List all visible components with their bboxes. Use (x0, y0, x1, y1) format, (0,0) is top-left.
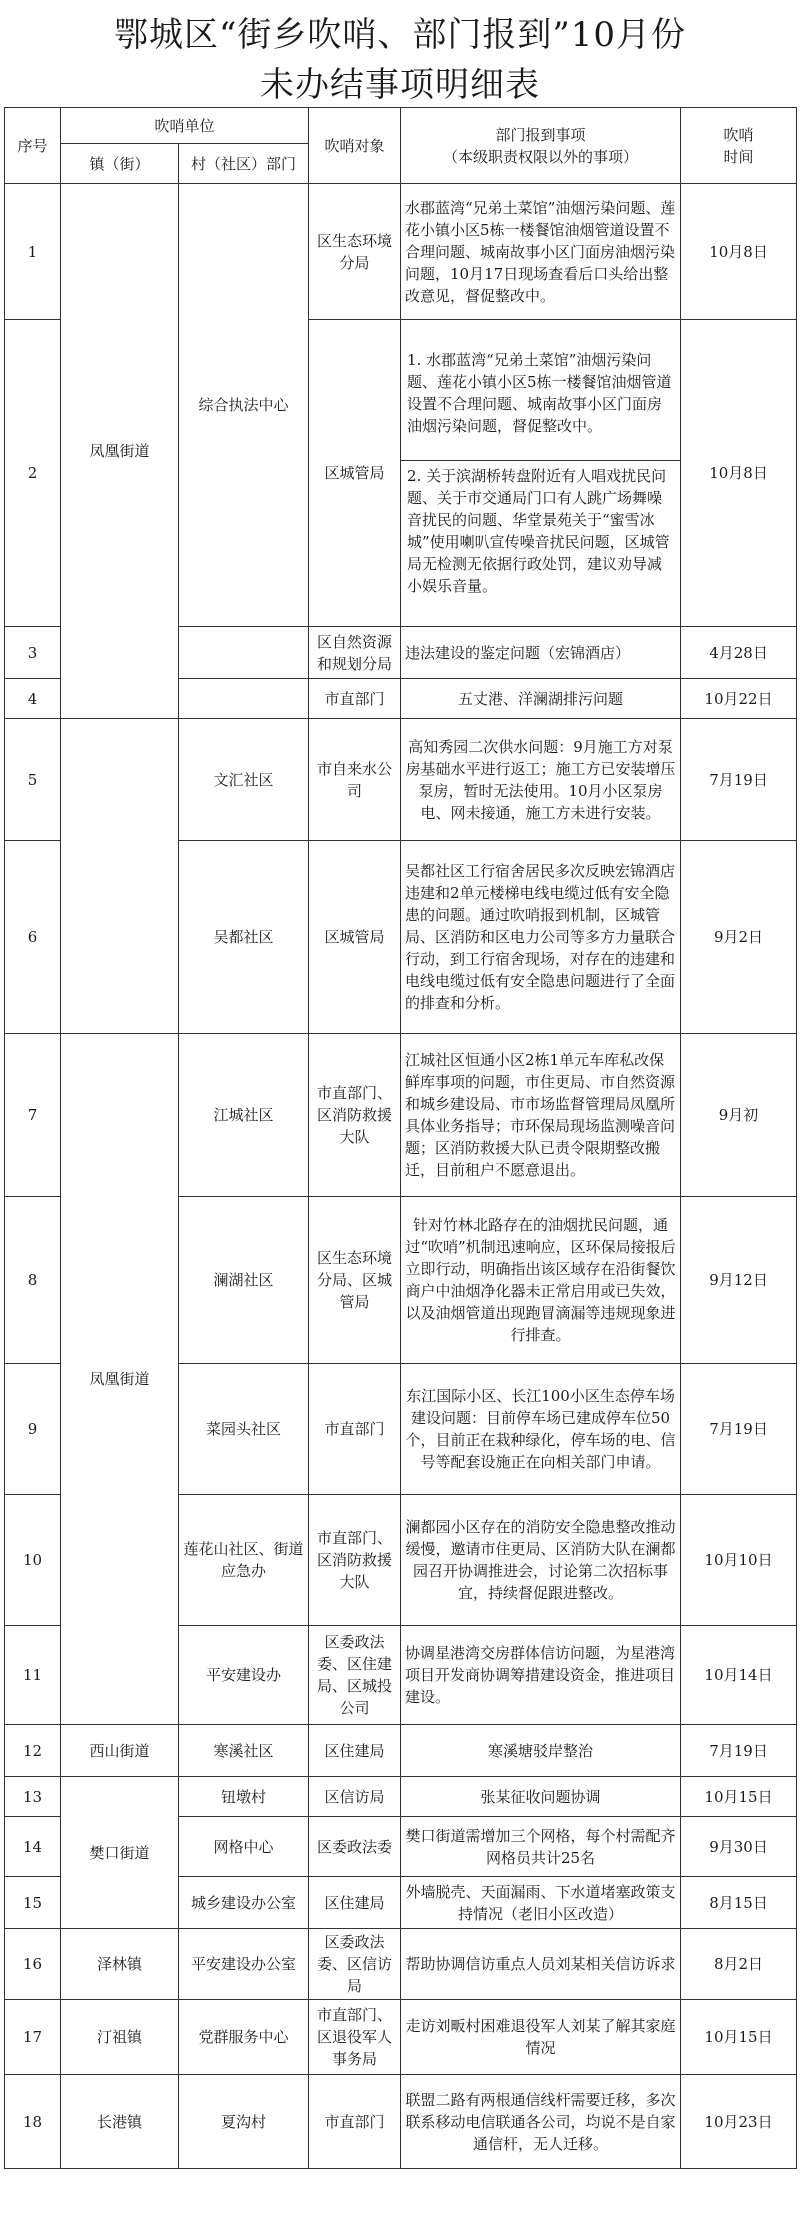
village-cell: 寒溪社区 (179, 1725, 309, 1777)
header-matters-line2: （本级职责权限以外的事项） (443, 147, 639, 166)
matter-cell: 五丈港、洋澜湖排污问题 (401, 679, 681, 719)
village-cell: 平安建设办公室 (179, 1929, 309, 2000)
header-seq: 序号 (5, 108, 61, 184)
target-cell: 市直部门 (309, 1364, 401, 1495)
row-no: 16 (5, 1929, 61, 2000)
target-cell: 市自来水公司 (309, 719, 401, 841)
time-cell: 7月19日 (681, 1725, 797, 1777)
village-cell: 文汇社区 (179, 719, 309, 841)
matter-cell: 违法建设的鉴定问题（宏锦酒店） (401, 627, 681, 679)
row-no: 7 (5, 1034, 61, 1197)
target-cell: 区生态环境分局、区城管局 (309, 1197, 401, 1364)
time-cell: 10月22日 (681, 679, 797, 719)
row-no: 8 (5, 1197, 61, 1364)
time-cell: 9月12日 (681, 1197, 797, 1364)
row-no: 5 (5, 719, 61, 841)
matter-cell: 走访刘畈村困难退役军人刘某了解其家庭情况 (401, 2000, 681, 2075)
village-cell: 综合执法中心 (179, 184, 309, 627)
header-village: 村（社区）部门 (179, 144, 309, 184)
town-cell: 长港镇 (61, 2075, 179, 2169)
matter-cell: 高知秀园二次供水问题：9月施工方对泵房基础水平进行返工；施工方已安装增压泵房，暂时无法使用。10月小区泵房电、网未接通，施工方未进行安装。 (401, 719, 681, 841)
table-row (5, 1034, 797, 1197)
target-cell: 市直部门、区退役军人事务局 (309, 2000, 401, 2075)
time-cell: 10月15日 (681, 1777, 797, 1817)
target-cell: 市直部门 (309, 2075, 401, 2169)
table-row (5, 2000, 797, 2075)
town-cell: 樊口街道 (61, 1777, 179, 1929)
town-cell (61, 719, 179, 1034)
target-cell: 区城管局 (309, 841, 401, 1034)
village-cell: 夏沟村 (179, 2075, 309, 2169)
table-row (5, 719, 797, 841)
table-row (5, 2075, 797, 2169)
header-matters-line1: 部门报到事项 (495, 125, 586, 144)
row-no: 6 (5, 841, 61, 1034)
document-title (0, 0, 800, 110)
row-no: 11 (5, 1626, 61, 1725)
row-no: 15 (5, 1877, 61, 1929)
village-cell: 钮墩村 (179, 1777, 309, 1817)
time-cell: 10月10日 (681, 1495, 797, 1626)
matter-cell: 寒溪塘驳岸整治 (401, 1725, 681, 1777)
village-cell: 党群服务中心 (179, 2000, 309, 2075)
time-cell: 7月19日 (681, 1364, 797, 1495)
village-cell: 平安建设办 (179, 1626, 309, 1725)
village-cell: 网格中心 (179, 1817, 309, 1877)
header-target: 吹哨对象 (309, 108, 401, 184)
village-cell: 吴都社区 (179, 841, 309, 1034)
header-matters (401, 108, 681, 184)
header-time-line2: 时间 (723, 147, 754, 166)
row-no: 10 (5, 1495, 61, 1626)
matter-cell: 针对竹林北路存在的油烟扰民问题，通过“吹哨”机制迅速响应，区环保局接报后立即行动，明确指出该区域存在沿街餐饮商户中油烟净化器未正常启用或已失效，以及油烟管道出现跑冒滴漏等违规现象进行排查。 (401, 1197, 681, 1364)
target-cell: 区委政法委 (309, 1817, 401, 1877)
target-cell: 市直部门 (309, 679, 401, 719)
town-cell: 凤凰街道 (61, 1034, 179, 1725)
village-cell: 江城社区 (179, 1034, 309, 1197)
target-cell: 市直部门、区消防救援大队 (309, 1034, 401, 1197)
row-no: 1 (5, 184, 61, 320)
target-cell: 区委政法委、区住建局、区城投公司 (309, 1626, 401, 1725)
village-cell: 城乡建设办公室 (179, 1877, 309, 1929)
title-line-1: 鄂城区“街乡吹哨、部门报到”10月份 (113, 15, 687, 55)
matter-cell: 帮助协调信访重点人员刘某相关信访诉求 (401, 1929, 681, 2000)
target-cell: 区城管局 (309, 320, 401, 627)
town-cell: 凤凰街道 (61, 184, 179, 719)
matter-part-b: 2. 关于滨湖桥转盘附近有人唱戏扰民问题、关于市交通局门口有人跳广场舞噪音扰民的问题、华堂景苑关于“蜜雪冰城”使用喇叭宣传噪音扰民问题，区城管局无检测无依据行政处罚，建议劝导减小娱乐音量。 (401, 460, 680, 601)
town-cell: 泽林镇 (61, 1929, 179, 2000)
target-cell: 区信访局 (309, 1777, 401, 1817)
matter-cell: 外墙脱壳、天面漏雨、下水道堵塞政策支持情况（老旧小区改造） (401, 1877, 681, 1929)
row-no: 13 (5, 1777, 61, 1817)
matter-cell: 吴都社区工行宿舍居民多次反映宏锦酒店违建和2单元楼梯电线电缆过低有安全隐患的问题。通过吹哨报到机制，区城管局、区消防和区电力公司等多方力量联合行动，到工行宿舍现场，对存在的违建和电线电缆过低有安全隐患问题进行了全面的排查和分析。 (401, 841, 681, 1034)
row-no: 17 (5, 2000, 61, 2075)
matter-cell: 樊口街道需增加三个网格，每个村需配齐网格员共计25名 (401, 1817, 681, 1877)
target-cell: 区住建局 (309, 1725, 401, 1777)
header-time (681, 108, 797, 184)
row-no: 18 (5, 2075, 61, 2169)
table-row (5, 1929, 797, 2000)
time-cell: 10月8日 (681, 320, 797, 627)
village-cell (179, 679, 309, 719)
matters-table (4, 107, 797, 2169)
row-no: 14 (5, 1817, 61, 1877)
matter-cell: 东江国际小区、长江100小区生态停车场建设问题：目前停车场已建成停车位50个，目前正在栽种绿化，停车场的电、信号等配套设施正在向相关部门申请。 (401, 1364, 681, 1495)
village-cell: 莲花山社区、街道应急办 (179, 1495, 309, 1626)
target-cell: 市直部门、区消防救援大队 (309, 1495, 401, 1626)
matter-cell: 水郡蓝湾“兄弟土菜馆”油烟污染问题、莲花小镇小区5栋一楼餐馆油烟管道设置不合理问题、城南故事小区门面房油烟污染问题，10月17日现场查看后口头给出整改意见，督促整改中。 (401, 184, 681, 320)
matter-cell: 江城社区恒通小区2栋1单元车库私改保鲜库事项的问题，市住更局、市自然资源和城乡建设局、市市场监督管理局凤凰所具体业务指导；市环保局现场监测噪音问题；区消防救援大队已责令限期整改搬迁，目前租户不愿意退出。 (401, 1034, 681, 1197)
matter-cell (401, 320, 681, 627)
time-cell: 9月30日 (681, 1817, 797, 1877)
matter-cell: 联盟二路有两根通信线杆需要迁移，多次联系移动电信联通各公司，均说不是自家通信杆，无人迁移。 (401, 2075, 681, 2169)
village-cell (179, 627, 309, 679)
time-cell: 10月8日 (681, 184, 797, 320)
matter-cell: 协调星港湾交房群体信访问题，为星港湾项目开发商协调筹措建设资金，推进项目建设。 (401, 1626, 681, 1725)
time-cell: 8月2日 (681, 1929, 797, 2000)
row-no: 9 (5, 1364, 61, 1495)
time-cell: 8月15日 (681, 1877, 797, 1929)
town-cell: 西山街道 (61, 1725, 179, 1777)
time-cell: 4月28日 (681, 627, 797, 679)
matter-part-a: 1. 水郡蓝湾“兄弟土菜馆”油烟污染问题、莲花小镇小区5栋一楼餐馆油烟管道设置不合理问题、城南故事小区门面房油烟污染问题，督促整改中。 (407, 351, 672, 435)
time-cell: 10月15日 (681, 2000, 797, 2075)
title-line-2: 未办结事项明细表 (260, 65, 540, 105)
village-cell: 澜湖社区 (179, 1197, 309, 1364)
time-cell: 9月2日 (681, 841, 797, 1034)
row-no: 2 (5, 320, 61, 627)
matter-cell: 张某征收问题协调 (401, 1777, 681, 1817)
header-whistle-unit: 吹哨单位 (61, 108, 309, 144)
time-cell: 10月23日 (681, 2075, 797, 2169)
header-town: 镇（街） (61, 144, 179, 184)
table-row (5, 1725, 797, 1777)
time-cell: 7月19日 (681, 719, 797, 841)
header-row-1 (5, 108, 797, 144)
time-cell: 9月初 (681, 1034, 797, 1197)
target-cell: 区委政法委、区信访局 (309, 1929, 401, 2000)
row-no: 3 (5, 627, 61, 679)
target-cell: 区住建局 (309, 1877, 401, 1929)
row-no: 12 (5, 1725, 61, 1777)
village-cell: 菜园头社区 (179, 1364, 309, 1495)
town-cell: 汀祖镇 (61, 2000, 179, 2075)
target-cell: 区生态环境分局 (309, 184, 401, 320)
target-cell: 区自然资源和规划分局 (309, 627, 401, 679)
matter-cell: 澜都园小区存在的消防安全隐患整改推动缓慢，邀请市住更局、区消防大队在澜都园召开协调推进会，讨论第二次招标事宜，持续督促跟进整改。 (401, 1495, 681, 1626)
header-time-line1: 吹哨 (723, 125, 754, 144)
table-row (5, 1777, 797, 1817)
time-cell: 10月14日 (681, 1626, 797, 1725)
table-row (5, 184, 797, 320)
row-no: 4 (5, 679, 61, 719)
